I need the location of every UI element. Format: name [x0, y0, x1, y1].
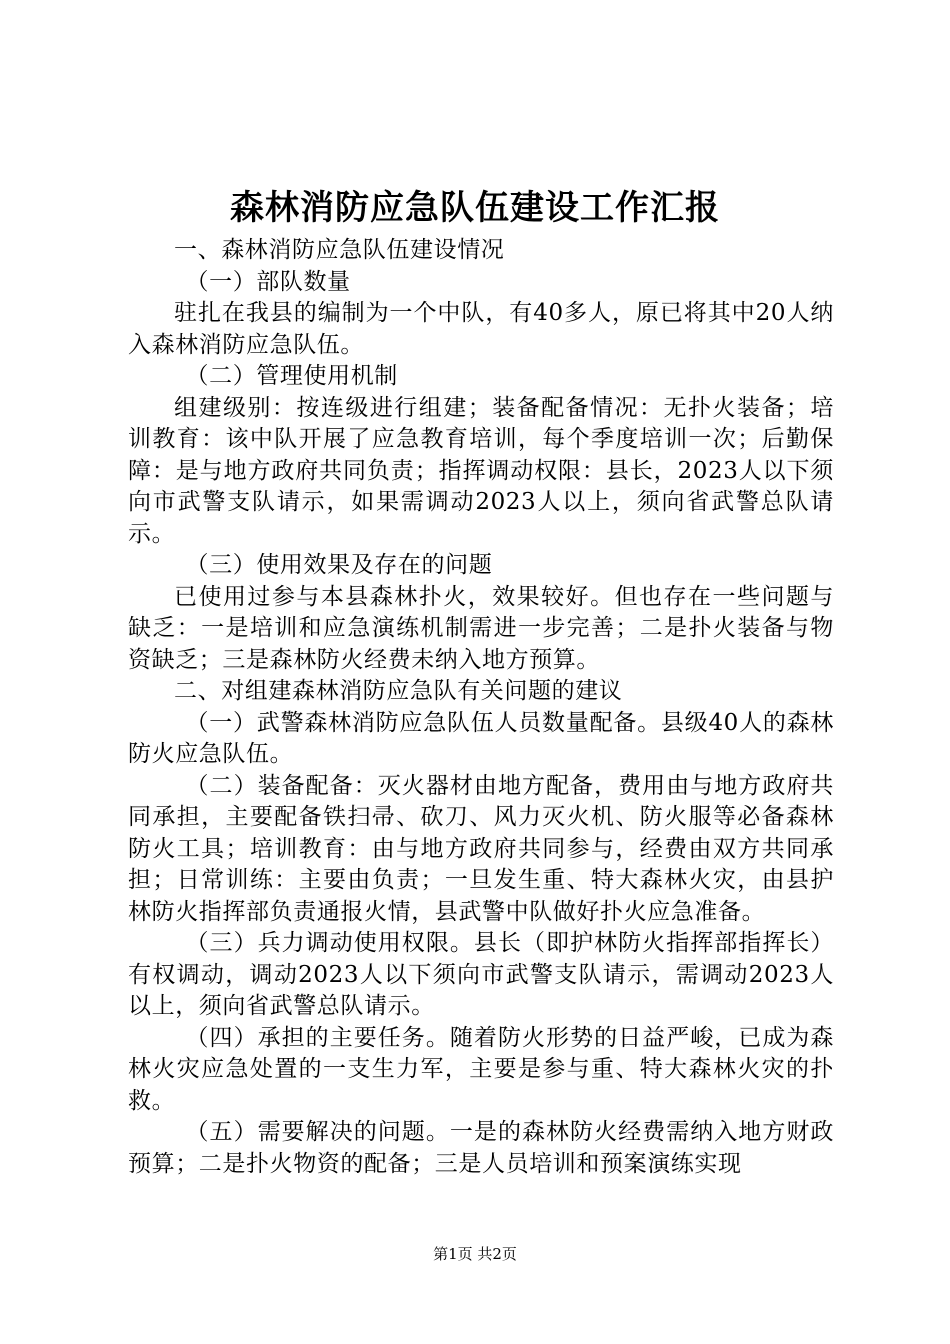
body-paragraph: 已使用过参与本县森林扑火，效果较好。但也存在一些问题与缺乏：一是培训和应急演练机制需进一步完善；二是扑火装备与物资缺乏；三是森林防火经费未纳入地方预算。: [128, 583, 834, 673]
subsection-heading: （二）管理使用机制: [185, 363, 398, 389]
subsection-heading: （一）部队数量: [185, 268, 351, 295]
body-paragraph: （一）武警森林消防应急队伍人员数量配备。县级40人的森林防火应急队伍。: [128, 709, 834, 767]
section-heading: 二、对组建森林消防应急队有关问题的建议: [174, 678, 623, 704]
section-heading: 一、森林消防应急队伍建设情况: [174, 237, 505, 263]
document-title: 森林消防应急队伍建设工作汇报: [230, 188, 720, 228]
page-footer: 第1页 共2页: [433, 1245, 517, 1263]
body-paragraph: （五）需要解决的问题。一是的森林防火经费需纳入地方财政预算；二是扑火物资的配备；三是人员培训和预案演练实现: [128, 1119, 834, 1177]
body-paragraph: （二）装备配备：灭火器材由地方配备，费用由与地方政府共同承担，主要配备铁扫帚、砍刀、风力灭火机、防火服等必备森林防火工具；培训教育：由与地方政府共同参与，经费由双方共同承担；日常训练：主要由负责；一旦发生重、特大森林火灾，由县护林防火指挥部负责通报火情，县武警中队做好扑火应急准备。: [128, 772, 834, 925]
body-paragraph: （三）兵力调动使用权限。县长（即护林防火指挥部指挥长）有权调动，调动2023人以下须向市武警支队请示，需调动2023人以上，须向省武警总队请示。: [128, 930, 834, 1019]
body-paragraph: 驻扎在我县的编制为一个中队，有40多人，原已将其中20人纳入森林消防应急队伍。: [128, 300, 834, 358]
subsection-heading: （三）使用效果及存在的问题: [185, 552, 493, 578]
body-paragraph: 组建级别：按连级进行组建；装备配备情况：无扑火装备；培训教育：该中队开展了应急教育培训，每个季度培训一次；后勤保障：是与地方政府共同负责；指挥调动权限：县长，2023人以下须向市武警支队请示，如果需调动2023人以上，须向省武警总队请示。: [128, 394, 834, 547]
document-body: [128, 235, 834, 1180]
body-paragraph: （四）承担的主要任务。随着防火形势的日益严峻，已成为森林火灾应急处置的一支生力军，主要是参与重、特大森林火灾的扑救。: [128, 1024, 834, 1114]
